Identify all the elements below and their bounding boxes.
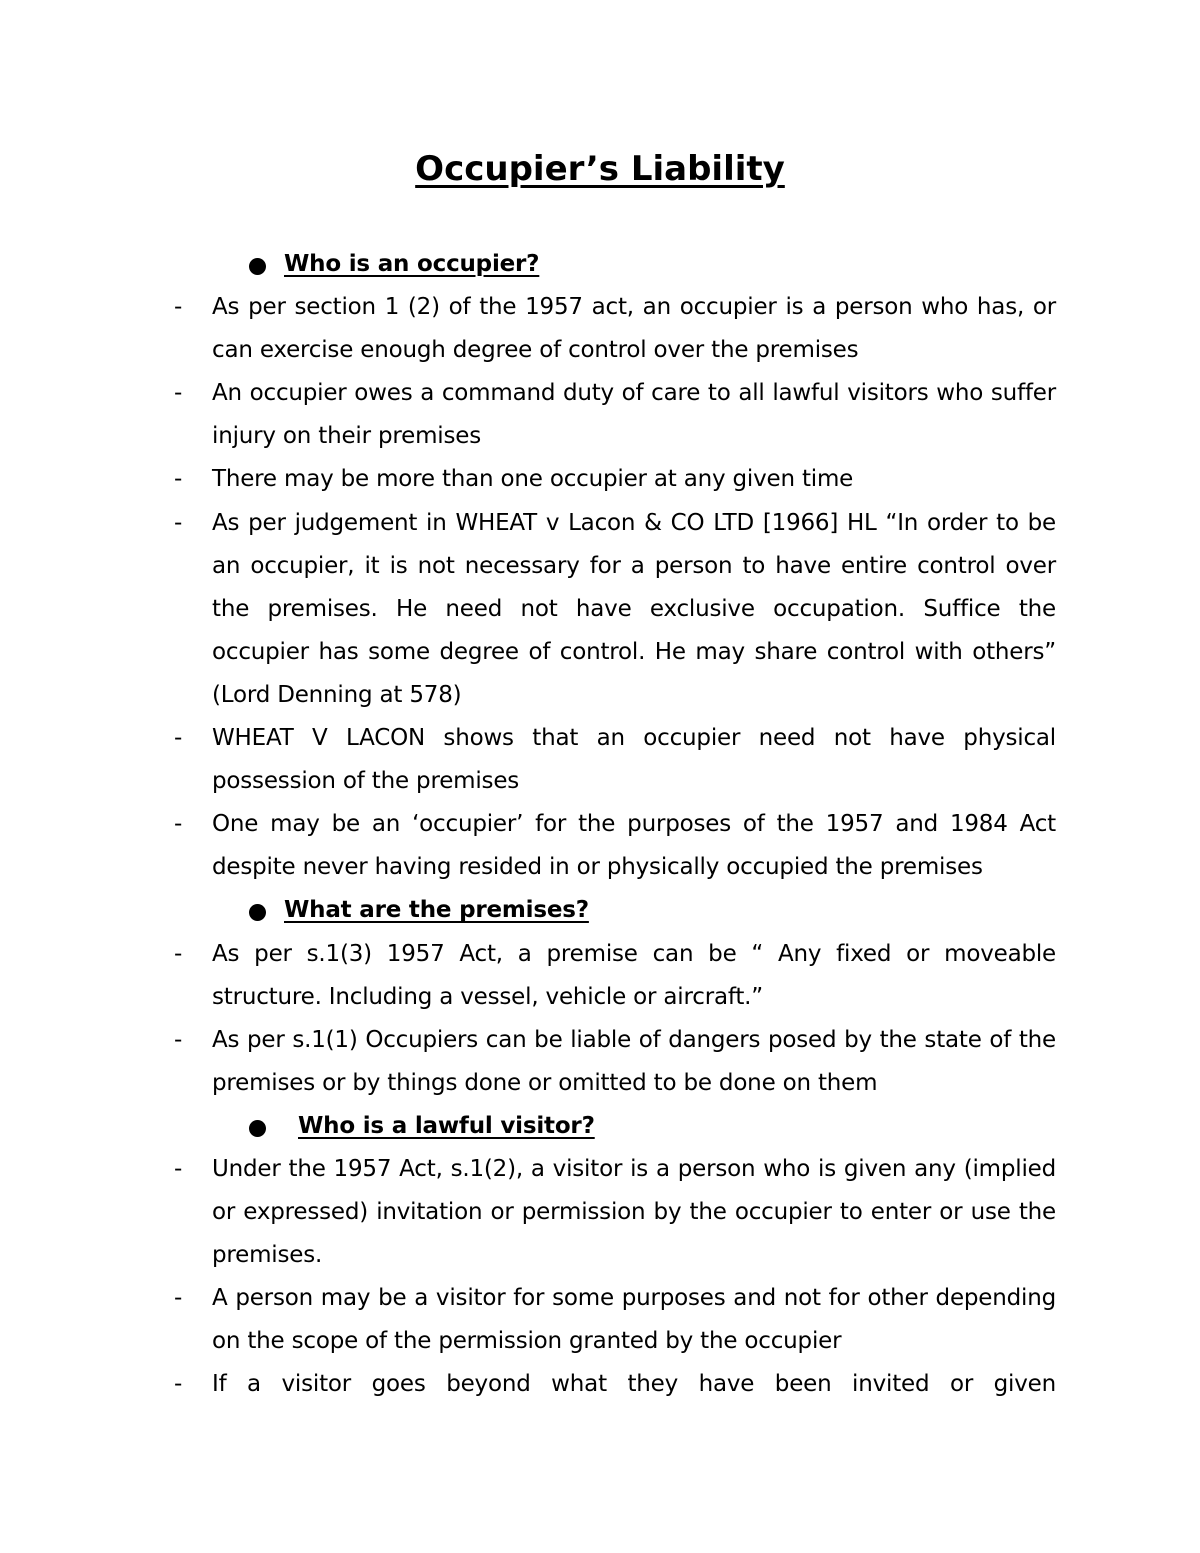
dash-icon: - bbox=[174, 380, 183, 407]
dash-icon: - bbox=[174, 1371, 183, 1398]
section-heading-premises bbox=[174, 889, 1056, 932]
dash-icon: - bbox=[174, 1155, 183, 1182]
dash-icon: - bbox=[174, 940, 183, 967]
dash-icon: - bbox=[174, 811, 183, 838]
list-item bbox=[174, 1019, 1056, 1105]
list-item bbox=[174, 1363, 1056, 1406]
list-item bbox=[174, 933, 1056, 1019]
list-item-text: WHEAT V LACON shows that an occupier need not have physical possession of the premises bbox=[212, 725, 1056, 795]
section-heading-lawful-visitor bbox=[174, 1105, 1056, 1148]
list-item bbox=[174, 502, 1056, 717]
list-item bbox=[174, 286, 1056, 372]
list-item bbox=[174, 1277, 1056, 1363]
list-item-text: There may be more than one occupier at any given time bbox=[212, 466, 854, 493]
list-item-text: One may be an ‘occupier’ for the purposes of the 1957 and 1984 Act despite never having resided in or physically occupied the premises bbox=[212, 811, 1056, 881]
list-item-text: As per s.1(3) 1957 Act, a premise can be “ Any fixed or moveable structure. Including a vessel, vehicle or aircraft.” bbox=[212, 940, 1056, 1010]
list-item-text: A person may be a visitor for some purposes and not for other depending on the scope of the permission granted by the occupier bbox=[212, 1285, 1056, 1355]
dash-icon: - bbox=[174, 1026, 183, 1053]
section-heading-text: Who is a lawful visitor? bbox=[298, 1112, 595, 1139]
list-item-text: An occupier owes a command duty of care to all lawful visitors who suffer injury on their premises bbox=[212, 380, 1056, 450]
section-heading-occupier bbox=[174, 243, 1056, 286]
dash-icon: - bbox=[174, 725, 183, 752]
bullet-icon bbox=[249, 904, 266, 921]
list-item bbox=[174, 458, 1056, 501]
list-item-text: As per section 1 (2) of the 1957 act, an occupier is a person who has, or can exercise enough degree of control over the premises bbox=[212, 294, 1056, 364]
bullet-icon bbox=[249, 1120, 266, 1137]
section-heading-text: Who is an occupier? bbox=[284, 251, 540, 277]
list-item-text: Under the 1957 Act, s.1(2), a visitor is a person who is given any (implied or expressed) invitation or permission by the occupier to enter or use the premises. bbox=[212, 1155, 1056, 1269]
page-title bbox=[0, 143, 1200, 195]
dash-icon: - bbox=[174, 509, 183, 536]
list-item bbox=[174, 1148, 1056, 1277]
list-item-text: As per s.1(1) Occupiers can be liable of dangers posed by the state of the premises or by things done or omitted to be done on them bbox=[212, 1026, 1056, 1096]
list-item bbox=[174, 372, 1056, 458]
dash-icon: - bbox=[174, 294, 183, 321]
dash-icon: - bbox=[174, 1285, 183, 1312]
document-body bbox=[174, 243, 1056, 1407]
dash-icon: - bbox=[174, 466, 183, 493]
list-item bbox=[174, 717, 1056, 803]
list-item-text: As per judgement in WHEAT v Lacon & CO LTD [1966] HL “In order to be an occupier, it is not necessary for a person to have entire control over the premises. He need not have exclusive occupation. Suffice the occupier has some degree of control. He may share control with others” (Lord Denning at 578) bbox=[212, 509, 1056, 708]
list-item bbox=[174, 803, 1056, 889]
page-title-text: Occupier’s Liability bbox=[415, 149, 785, 189]
bullet-icon bbox=[249, 258, 266, 275]
section-heading-text: What are the premises? bbox=[284, 897, 589, 924]
list-item-text: If a visitor goes beyond what they have been invited or given bbox=[212, 1371, 1056, 1398]
